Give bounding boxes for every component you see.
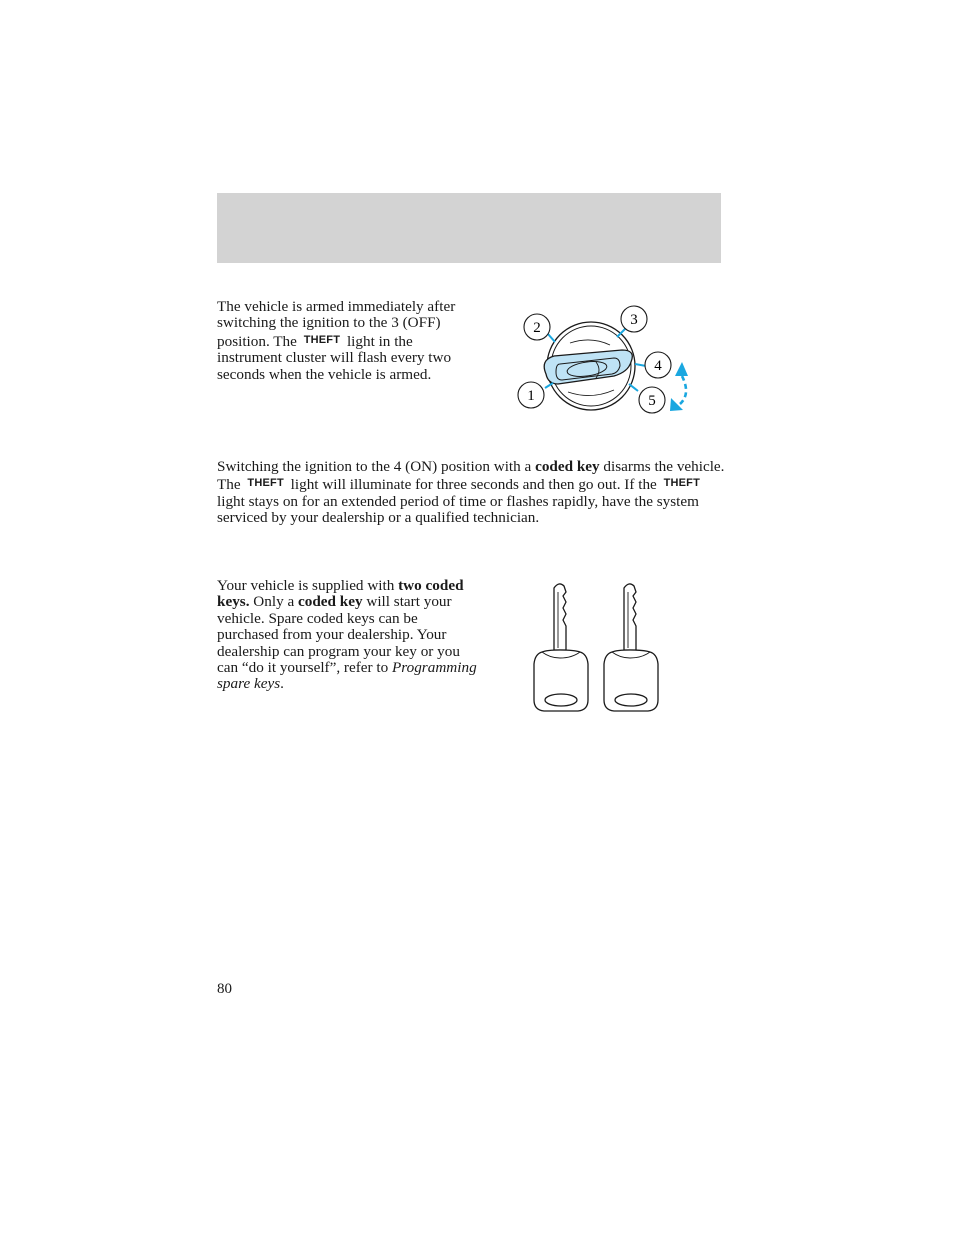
text-span: The vehicle is armed immediately after switching the ignition to the 3 (OFF) position. The (217, 298, 456, 350)
coded-key-icon (604, 584, 658, 711)
position-label-1: 1 (527, 388, 535, 404)
text-span: light will illuminate for three seconds and then go out. If the (290, 476, 657, 494)
text-span: Switching the ignition to the 4 (ON) position with a (217, 458, 532, 475)
page-number: 80 (217, 981, 232, 997)
keys-illustration (530, 578, 665, 714)
text-span: Your vehicle is supplied with (217, 577, 395, 594)
text-span: Only a (253, 593, 295, 611)
disarm-paragraph (217, 459, 727, 527)
theft-indicator-label: THEFT (247, 477, 284, 490)
coded-key-icon (534, 584, 588, 711)
keys-paragraph (217, 578, 477, 693)
position-label-3: 3 (630, 312, 638, 328)
theft-indicator-label: THEFT (303, 333, 341, 346)
bold-text: coded key (298, 593, 363, 611)
rotation-arrow-icon (670, 362, 688, 411)
position-label-2: 2 (533, 320, 541, 336)
text-span: will start your vehicle. Spare coded keys can be purchased from your dealership. Your dealership can program your key or you can “do it yourself”, refer to (217, 593, 460, 677)
position-label-4: 4 (654, 358, 662, 374)
text-span: . (280, 675, 284, 693)
bold-text: two coded keys. (217, 577, 464, 611)
theft-indicator-label: THEFT (663, 477, 701, 490)
text-span: disarms the vehicle. The (217, 458, 725, 494)
italic-reference: Programming spare keys (217, 659, 477, 693)
text-span: light in the instrument cluster will flash every two seconds when the vehicle is armed. (217, 332, 452, 383)
position-label-5: 5 (648, 393, 656, 409)
section-header-band (217, 193, 721, 263)
armed-paragraph (217, 299, 477, 383)
text-span: light stays on for an extended period of time or flashes rapidly, have the system serviced by your dealership or a qualified technician. (217, 492, 699, 527)
bold-text: coded key (535, 458, 600, 475)
ignition-diagram (510, 300, 700, 420)
ignition-cylinder-icon (544, 322, 635, 410)
